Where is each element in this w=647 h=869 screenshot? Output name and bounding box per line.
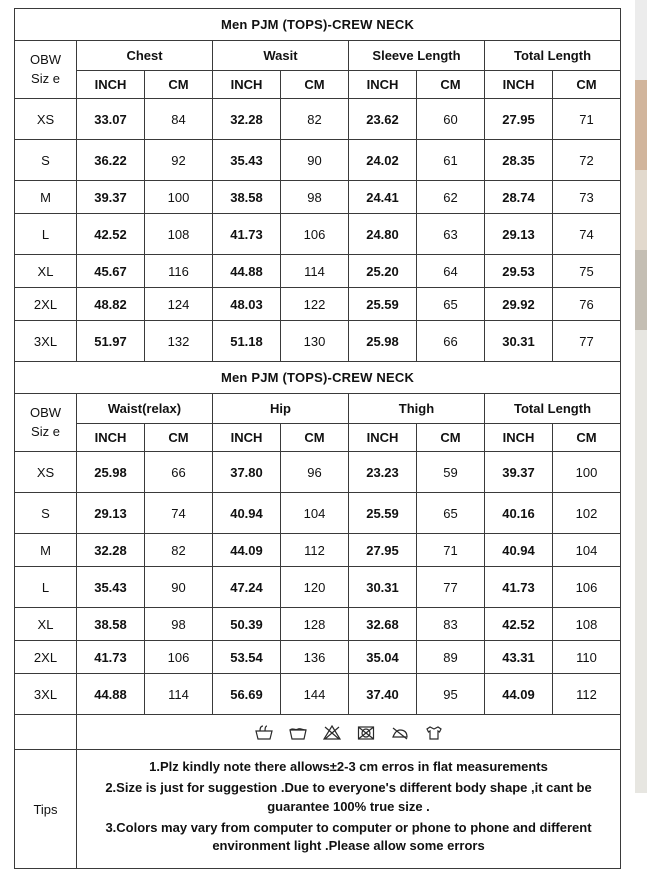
cell-value: 38.58 [213, 181, 281, 214]
column-group-sleeve-length: Sleeve Length [349, 41, 485, 71]
cell-value: 35.43 [77, 567, 145, 608]
size-label: XS [15, 452, 77, 493]
size-label: L [15, 567, 77, 608]
unit-header-cm: CM [553, 424, 621, 452]
unit-header-cm: CM [281, 424, 349, 452]
cell-value: 25.59 [349, 493, 417, 534]
page-title: Men PJM (TOPS)-CREW NECK [15, 9, 621, 41]
cell-value: 42.52 [77, 214, 145, 255]
cell-value: 44.09 [213, 534, 281, 567]
cell-value: 106 [145, 641, 213, 674]
size-label: 2XL [15, 288, 77, 321]
cell-value: 24.41 [349, 181, 417, 214]
cell-value: 92 [145, 140, 213, 181]
cell-value: 51.97 [77, 321, 145, 362]
table-row [15, 255, 621, 288]
cell-value: 27.95 [485, 99, 553, 140]
cell-value: 23.23 [349, 452, 417, 493]
cell-value: 82 [281, 99, 349, 140]
cell-value: 75 [553, 255, 621, 288]
cell-value: 74 [145, 493, 213, 534]
corner-label-line1: OBW [29, 404, 62, 420]
size-label: 2XL [15, 641, 77, 674]
cell-value: 108 [553, 608, 621, 641]
cell-value: 48.03 [213, 288, 281, 321]
unit-header-cm: CM [145, 71, 213, 99]
cell-value: 82 [145, 534, 213, 567]
cell-value: 44.88 [213, 255, 281, 288]
tips-line-1: 1.Plz kindly note there allows±2-3 cm erros in flat measurements [149, 759, 548, 774]
cell-value: 29.13 [77, 493, 145, 534]
cell-value: 25.20 [349, 255, 417, 288]
cell-value: 25.59 [349, 288, 417, 321]
cell-value: 61 [417, 140, 485, 181]
tips-row [15, 750, 621, 869]
table-row [15, 321, 621, 362]
tips-line-2: 2.Size is just for suggestion .Due to everyone's different body shape ,it cant be guarantee 100% true size . [105, 779, 592, 814]
size-label: 3XL [15, 674, 77, 715]
cell-value: 73 [553, 181, 621, 214]
cell-value: 108 [145, 214, 213, 255]
do-not-tumble-dry-icon [356, 724, 376, 742]
cell-value: 66 [145, 452, 213, 493]
cell-value: 136 [281, 641, 349, 674]
size-label: M [15, 181, 77, 214]
cell-value: 40.16 [485, 493, 553, 534]
table-row [15, 641, 621, 674]
cell-value: 32.28 [77, 534, 145, 567]
size-label: XS [15, 99, 77, 140]
cell-value: 39.37 [77, 181, 145, 214]
unit-header-inch: INCH [349, 71, 417, 99]
cell-value: 120 [281, 567, 349, 608]
cell-value: 32.28 [213, 99, 281, 140]
unit-header-cm: CM [417, 424, 485, 452]
table-row [15, 214, 621, 255]
cell-value: 38.58 [77, 608, 145, 641]
cell-value: 37.80 [213, 452, 281, 493]
cell-value: 53.54 [213, 641, 281, 674]
cell-value: 51.18 [213, 321, 281, 362]
size-label: S [15, 493, 77, 534]
cell-value: 76 [553, 288, 621, 321]
cell-value: 24.80 [349, 214, 417, 255]
unit-header-cm: CM [281, 71, 349, 99]
cell-value: 35.04 [349, 641, 417, 674]
group-header-row [15, 394, 621, 424]
unit-header-inch: INCH [213, 71, 281, 99]
cell-value: 62 [417, 181, 485, 214]
table-title-row [15, 362, 621, 394]
column-group-thigh: Thigh [349, 394, 485, 424]
cell-value: 110 [553, 641, 621, 674]
cell-value: 104 [281, 493, 349, 534]
cell-value: 102 [553, 493, 621, 534]
corner-label-line2: Siz e [31, 423, 60, 439]
cell-value: 130 [281, 321, 349, 362]
cell-value: 41.73 [77, 641, 145, 674]
cell-value: 30.31 [485, 321, 553, 362]
cell-value: 74 [553, 214, 621, 255]
cell-value: 112 [553, 674, 621, 715]
corner-label-line1: OBW [29, 51, 62, 67]
do-not-bleach-icon [322, 724, 342, 742]
cell-value: 56.69 [213, 674, 281, 715]
cell-value: 50.39 [213, 608, 281, 641]
cell-value: 48.82 [77, 288, 145, 321]
cell-value: 35.43 [213, 140, 281, 181]
cell-value: 132 [145, 321, 213, 362]
cell-value: 30.31 [349, 567, 417, 608]
unit-header-row [15, 424, 621, 452]
cell-value: 77 [417, 567, 485, 608]
cell-value: 90 [281, 140, 349, 181]
cell-value: 77 [553, 321, 621, 362]
table-row [15, 674, 621, 715]
cell-value: 47.24 [213, 567, 281, 608]
unit-header-row [15, 71, 621, 99]
cell-value: 124 [145, 288, 213, 321]
cell-value: 59 [417, 452, 485, 493]
cell-value: 72 [553, 140, 621, 181]
cell-value: 27.95 [349, 534, 417, 567]
size-label: 3XL [15, 321, 77, 362]
cell-value: 43.31 [485, 641, 553, 674]
column-group-waist: Wasit [213, 41, 349, 71]
cell-value: 112 [281, 534, 349, 567]
tips-text [77, 750, 621, 869]
table-row [15, 567, 621, 608]
unit-header-inch: INCH [77, 424, 145, 452]
column-group-waist-relax: Waist(relax) [77, 394, 213, 424]
page-background-edge [635, 0, 647, 793]
size-label: M [15, 534, 77, 567]
cell-value: 100 [553, 452, 621, 493]
table-row [15, 608, 621, 641]
corner-label [15, 41, 77, 99]
care-symbols-cell [77, 715, 621, 750]
table-row [15, 181, 621, 214]
table-title-row [15, 9, 621, 41]
cell-value: 122 [281, 288, 349, 321]
cell-value: 95 [417, 674, 485, 715]
unit-header-inch: INCH [349, 424, 417, 452]
cell-value: 98 [145, 608, 213, 641]
cell-value: 29.53 [485, 255, 553, 288]
cell-value: 83 [417, 608, 485, 641]
column-group-chest: Chest [77, 41, 213, 71]
size-label: L [15, 214, 77, 255]
cell-value: 44.88 [77, 674, 145, 715]
care-symbols-row [15, 715, 621, 750]
cell-value: 25.98 [77, 452, 145, 493]
cell-value: 71 [553, 99, 621, 140]
do-not-iron-icon [390, 724, 410, 742]
size-label: XL [15, 255, 77, 288]
size-table-tops [14, 8, 621, 362]
cell-value: 63 [417, 214, 485, 255]
cell-value: 114 [145, 674, 213, 715]
cell-value: 44.09 [485, 674, 553, 715]
table-row [15, 140, 621, 181]
cell-value: 71 [417, 534, 485, 567]
table-row [15, 452, 621, 493]
cell-value: 41.73 [213, 214, 281, 255]
cell-value: 36.22 [77, 140, 145, 181]
cell-value: 106 [553, 567, 621, 608]
cell-value: 39.37 [485, 452, 553, 493]
size-label: XL [15, 608, 77, 641]
cell-value: 37.40 [349, 674, 417, 715]
cell-value: 96 [281, 452, 349, 493]
cell-value: 40.94 [485, 534, 553, 567]
cell-value: 29.92 [485, 288, 553, 321]
cell-value: 32.68 [349, 608, 417, 641]
hand-wash-icon [254, 724, 274, 742]
cell-value: 28.74 [485, 181, 553, 214]
corner-label [15, 394, 77, 452]
cell-value: 28.35 [485, 140, 553, 181]
cell-value: 64 [417, 255, 485, 288]
unit-header-inch: INCH [213, 424, 281, 452]
cell-value: 144 [281, 674, 349, 715]
column-group-total-length: Total Length [485, 394, 621, 424]
unit-header-inch: INCH [485, 424, 553, 452]
unit-header-cm: CM [417, 71, 485, 99]
column-group-hip: Hip [213, 394, 349, 424]
cell-value: 84 [145, 99, 213, 140]
table-row [15, 99, 621, 140]
cell-value: 25.98 [349, 321, 417, 362]
table-row [15, 288, 621, 321]
cell-value: 116 [145, 255, 213, 288]
cell-value: 42.52 [485, 608, 553, 641]
cell-value: 60 [417, 99, 485, 140]
unit-header-inch: INCH [77, 71, 145, 99]
cell-value: 128 [281, 608, 349, 641]
table-row [15, 493, 621, 534]
size-label: S [15, 140, 77, 181]
cell-value: 41.73 [485, 567, 553, 608]
unit-header-cm: CM [145, 424, 213, 452]
cell-value: 65 [417, 493, 485, 534]
tips-line-3: 3.Colors may vary from computer to computer or phone to phone and different environment light .Please allow some errors [105, 819, 592, 854]
wash-tub-icon [288, 724, 308, 742]
cell-value: 23.62 [349, 99, 417, 140]
group-header-row [15, 41, 621, 71]
do-not-dry-clean-shirt-icon [424, 724, 444, 742]
cell-value: 33.07 [77, 99, 145, 140]
page-title-secondary: Men PJM (TOPS)-CREW NECK [15, 362, 621, 394]
cell-value: 104 [553, 534, 621, 567]
cell-value: 45.67 [77, 255, 145, 288]
cell-value: 114 [281, 255, 349, 288]
cell-value: 90 [145, 567, 213, 608]
cell-value: 98 [281, 181, 349, 214]
unit-header-inch: INCH [485, 71, 553, 99]
column-group-total-length: Total Length [485, 41, 621, 71]
cell-value: 40.94 [213, 493, 281, 534]
cell-value: 89 [417, 641, 485, 674]
cell-value: 24.02 [349, 140, 417, 181]
corner-label-line2: Siz e [31, 70, 60, 86]
cell-value: 65 [417, 288, 485, 321]
tips-label: Tips [15, 750, 77, 869]
table-row [15, 534, 621, 567]
cell-value: 29.13 [485, 214, 553, 255]
cell-value: 100 [145, 181, 213, 214]
cell-value: 106 [281, 214, 349, 255]
cell-value: 66 [417, 321, 485, 362]
unit-header-cm: CM [553, 71, 621, 99]
care-row-spacer [15, 715, 77, 750]
